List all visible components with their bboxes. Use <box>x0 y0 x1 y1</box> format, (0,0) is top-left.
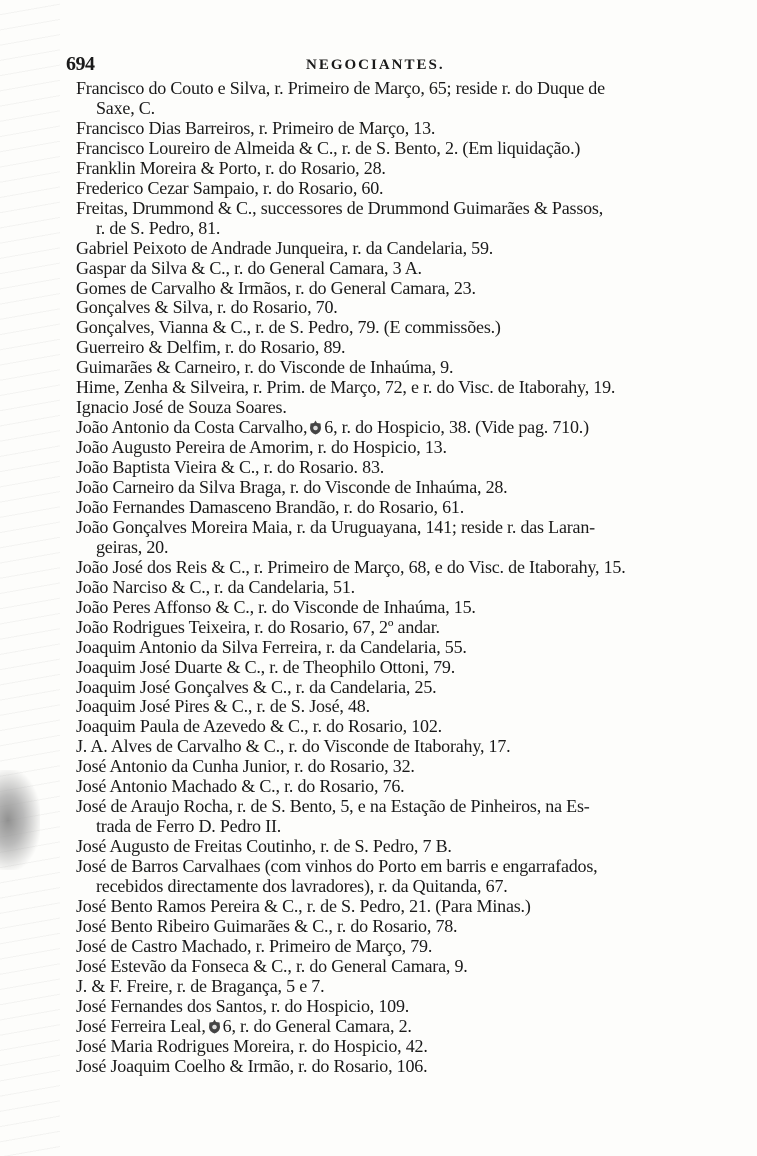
directory-entry: Joaquim José Gonçalves & C., r. da Candelaria, 25. <box>76 676 437 697</box>
directory-entry: José Fernandes dos Santos, r. do Hospicio, 109. <box>76 995 410 1016</box>
directory-entry: Francisco do Couto e Silva, r. Primeiro de Março, 65; reside r. do Duque de <box>76 78 605 98</box>
entry-name: José Ferreira Leal, <box>76 1015 206 1036</box>
directory-entry: José Bento Ramos Pereira & C., r. de S. Pedro, 21. (Para Minas.) <box>76 895 531 916</box>
directory-entry: José de Barros Carvalhaes (com vinhos do Porto em barris e engarrafados, <box>76 856 598 877</box>
directory-entry-continuation: trada de Ferro D. Pedro II. <box>96 816 282 837</box>
directory-entry-continuation: r. de S. Pedro, 81. <box>96 217 221 238</box>
directory-entry: Gomes de Carvalho & Irmãos, r. do General Camara, 23. <box>76 277 476 298</box>
royal-crest-icon <box>208 1018 221 1033</box>
directory-entry: João Carneiro da Silva Braga, r. do Visconde de Inhaúma, 28. <box>76 477 508 497</box>
directory-entry: João Fernandes Damasceno Brandão, r. do Rosario, 61. <box>76 496 465 517</box>
directory-entry: João Rodrigues Teixeira, r. do Rosario, 67, 2º andar. <box>76 616 440 637</box>
directory-entry: José Estevão da Fonseca & C., r. do General Camara, 9. <box>76 955 468 976</box>
page-title: NEGOCIANTES. <box>306 57 445 73</box>
directory-entry-continuation: Saxe, C. <box>96 97 155 118</box>
directory-entry: José Maria Rodrigues Moreira, r. do Hospicio, 42. <box>76 1035 428 1056</box>
directory-entry: Frederico Cezar Sampaio, r. do Rosario, 60. <box>76 177 384 198</box>
page-number: 694 <box>66 53 95 75</box>
directory-entry: Gabriel Peixoto de Andrade Junqueira, r. da Candelaria, 59. <box>76 237 494 258</box>
directory-entry: João Augusto Pereira de Amorim, r. do Hospicio, 13. <box>76 437 447 458</box>
entry-address: 6, r. do Hospicio, 38. (Vide pag. 710.) <box>324 417 589 438</box>
directory-entry: João José dos Reis & C., r. Primeiro de Março, 68, e do Visc. de Itaborahy, 15. <box>76 556 626 577</box>
directory-entry: J. & F. Freire, r. de Bragança, 5 e 7. <box>76 975 325 996</box>
directory-entry: João Gonçalves Moreira Maia, r. da Uruguayana, 141; reside r. das Laran- <box>76 516 595 537</box>
directory-entry: Hime, Zenha & Silveira, r. Prim. de Março, 72, e r. do Visc. de Itaborahy, 19. <box>76 377 616 398</box>
entry-address: 6, r. do General Camara, 2. <box>222 1015 412 1036</box>
directory-entry: Joaquim Paula de Azevedo & C., r. do Rosario, 102. <box>76 716 442 737</box>
directory-entry: Francisco Dias Barreiros, r. Primeiro de Março, 13. <box>76 117 436 138</box>
directory-entry: Franklin Moreira & Porto, r. do Rosario, 28. <box>76 157 386 178</box>
directory-entry: Gaspar da Silva & C., r. do General Camara, 3 A. <box>76 257 422 278</box>
directory-entry: Guerreiro & Delfim, r. do Rosario, 89. <box>76 337 346 358</box>
directory-entry: José Antonio da Cunha Junior, r. do Rosario, 32. <box>76 756 415 777</box>
directory-entry: José de Araujo Rocha, r. de S. Bento, 5, e na Estação de Pinheiros, na Es- <box>76 796 590 817</box>
directory-entry: Ignacio José de Souza Soares. <box>76 397 287 418</box>
directory-entry: José Bento Ribeiro Guimarães & C., r. do Rosario, 78. <box>76 915 458 936</box>
directory-entry: João Peres Affonso & C., r. do Visconde de Inhaúma, 15. <box>76 596 476 617</box>
directory-entry: Gonçalves, Vianna & C., r. de S. Pedro, 79. (E commissões.) <box>76 317 501 338</box>
directory-entry: João Baptista Vieira & C., r. do Rosario. 83. <box>76 457 385 478</box>
directory-entry: Joaquim Antonio da Silva Ferreira, r. da Candelaria, 55. <box>76 636 467 657</box>
directory-entry: José Augusto de Freitas Coutinho, r. de S. Pedro, 7 B. <box>76 836 452 857</box>
directory-entry: Joaquim José Pires & C., r. de S. José, 48. <box>76 696 370 717</box>
directory-entry <box>76 417 589 437</box>
scan-shadow-mark <box>0 770 40 870</box>
directory-entry: José Antonio Machado & C., r. do Rosario, 76. <box>76 776 405 797</box>
royal-crest-icon <box>309 419 322 434</box>
directory-entry-continuation: recebidos directamente dos lavradores), r. da Quitanda, 67. <box>96 876 508 896</box>
directory-entry: João Narciso & C., r. da Candelaria, 51. <box>76 576 355 597</box>
directory-entry: Francisco Loureiro de Almeida & C., r. de S. Bento, 2. (Em liquidação.) <box>76 137 581 158</box>
directory-entry-continuation: geiras, 20. <box>96 536 169 557</box>
directory-entry: Joaquim José Duarte & C., r. de Theophilo Ottoni, 79. <box>76 656 456 677</box>
directory-entry: J. A. Alves de Carvalho & C., r. do Visconde de Itaborahy, 17. <box>76 736 511 757</box>
directory-entry: Gonçalves & Silva, r. do Rosario, 70. <box>76 297 338 318</box>
directory-entry <box>76 1016 412 1036</box>
directory-entry: Guimarães & Carneiro, r. do Visconde de Inhaúma, 9. <box>76 357 454 378</box>
entry-name: João Antonio da Costa Carvalho, <box>76 417 308 438</box>
directory-entry: Freitas, Drummond & C., successores de Drummond Guimarães & Passos, <box>76 197 604 218</box>
scan-edge-texture <box>0 0 60 1156</box>
directory-entry: José de Castro Machado, r. Primeiro de Março, 79. <box>76 935 433 956</box>
directory-entry: José Joaquim Coelho & Irmão, r. do Rosario, 106. <box>76 1055 428 1076</box>
